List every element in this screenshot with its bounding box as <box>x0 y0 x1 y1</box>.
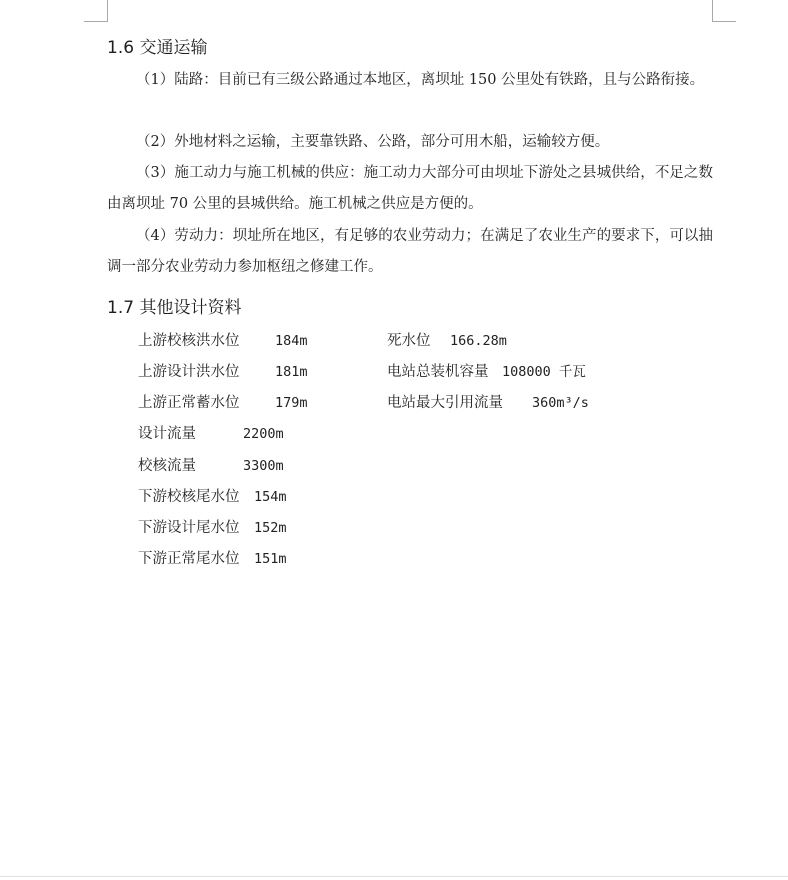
crop-mark-right-horizontal <box>712 21 736 22</box>
paragraph-labor: （4）劳动力：坝址所在地区，有足够的农业劳动力；在满足了农业生产的要求下，可以抽调一部分农业劳动力参加枢纽之修建工作。 <box>107 228 713 275</box>
data-value: 166.28m <box>450 333 507 349</box>
data-label: 上游设计洪水位 <box>138 364 240 380</box>
data-line <box>138 549 287 569</box>
data-label: 电站总装机容量 <box>387 364 489 380</box>
data-value: 152m <box>254 520 287 536</box>
data-line <box>387 362 586 382</box>
data-label: 设计流量 <box>138 426 196 442</box>
data-label: 下游正常尾水位 <box>138 551 240 567</box>
data-value: 151m <box>254 551 287 567</box>
data-label: 电站最大引用流量 <box>387 395 503 411</box>
data-label: 上游正常蓄水位 <box>138 395 240 411</box>
data-line <box>138 456 284 476</box>
crop-mark-right-vertical <box>712 0 713 22</box>
data-line <box>138 331 308 351</box>
data-value: 2200m <box>243 426 284 442</box>
data-label: 下游校核尾水位 <box>138 489 240 505</box>
crop-mark-left-vertical <box>107 0 108 22</box>
section-heading-1-6: 1.6 交通运输 <box>107 38 208 58</box>
data-line <box>138 424 284 444</box>
data-value: 360m³/s <box>532 395 589 411</box>
page-bottom-rule <box>0 876 788 877</box>
data-line <box>138 487 287 507</box>
data-value: 108000 千瓦 <box>502 364 586 380</box>
paragraph-power-supply: （3）施工动力与施工机械的供应：施工动力大部分可由坝址下游处之县城供给，不足之数由离坝址 70 公里的县城供给。施工机械之供应是方便的。 <box>107 165 713 212</box>
section-heading-1-7: 1.7 其他设计资料 <box>107 298 242 318</box>
data-value: 3300m <box>243 458 284 474</box>
data-label: 校核流量 <box>138 458 196 474</box>
crop-mark-left-horizontal <box>84 21 108 22</box>
data-value: 184m <box>275 333 308 349</box>
data-line <box>138 362 308 382</box>
data-value: 181m <box>275 364 308 380</box>
data-label: 死水位 <box>387 333 431 349</box>
data-line <box>387 393 589 413</box>
data-value: 154m <box>254 489 287 505</box>
data-line <box>138 518 287 538</box>
data-line <box>138 393 308 413</box>
paragraph-material-transport: （2）外地材料之运输，主要靠铁路、公路，部分可用木船，运输较方便。 <box>136 134 610 150</box>
data-label: 上游校核洪水位 <box>138 333 240 349</box>
data-line <box>387 331 507 351</box>
data-label: 下游设计尾水位 <box>138 520 240 536</box>
data-value: 179m <box>275 395 308 411</box>
paragraph-land-transport: （1）陆路：目前已有三级公路通过本地区，离坝址 150 公里处有铁路，且与公路衔接。 <box>136 72 705 88</box>
